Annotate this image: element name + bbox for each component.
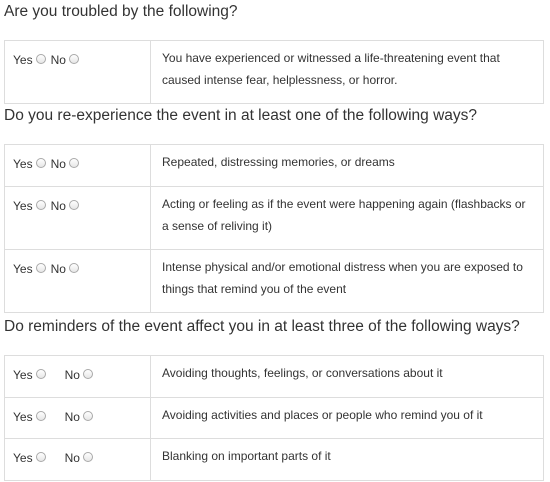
- question-row: [5, 398, 544, 439]
- no-label: No: [50, 53, 66, 67]
- no-option[interactable]: [65, 364, 93, 386]
- question-row: [5, 250, 544, 313]
- question-text: Acting or feeling as if the event were happening again (flashbacks or a sense of reliving it): [151, 187, 544, 250]
- choice-cell: [5, 41, 151, 104]
- no-radio[interactable]: [83, 452, 93, 462]
- yes-radio[interactable]: [36, 369, 46, 379]
- no-label: No: [64, 410, 80, 424]
- question-table-reexperience: [4, 144, 544, 313]
- yes-option[interactable]: [13, 258, 46, 280]
- question-text: Avoiding thoughts, feelings, or conversations about it: [151, 356, 544, 398]
- question-row: [5, 41, 544, 104]
- yes-option[interactable]: [13, 364, 46, 386]
- no-option[interactable]: [51, 153, 79, 175]
- no-option[interactable]: [51, 195, 79, 217]
- yes-radio[interactable]: [36, 200, 46, 210]
- no-option[interactable]: [65, 447, 93, 469]
- yes-label: Yes: [13, 262, 33, 276]
- no-option[interactable]: [65, 406, 93, 428]
- choice-cell: [5, 187, 151, 250]
- question-text: Avoiding activities and places or people who remind you of it: [151, 398, 544, 439]
- no-radio[interactable]: [69, 54, 79, 64]
- yes-label: Yes: [13, 368, 33, 382]
- no-label: No: [50, 262, 66, 276]
- section-title-reexperience: Do you re-experience the event in at least one of the following ways?: [4, 107, 478, 124]
- question-row: [5, 145, 544, 187]
- yes-label: Yes: [13, 53, 33, 67]
- no-radio[interactable]: [83, 369, 93, 379]
- section-title-reminders: Do reminders of the event affect you in at least three of the following ways?: [4, 318, 520, 335]
- yes-radio[interactable]: [36, 411, 46, 421]
- no-label: No: [50, 199, 66, 213]
- question-row: [5, 187, 544, 250]
- yes-option[interactable]: [13, 447, 46, 469]
- no-option[interactable]: [51, 258, 79, 280]
- question-row: [5, 356, 544, 398]
- yes-option[interactable]: [13, 406, 46, 428]
- yes-radio[interactable]: [36, 452, 46, 462]
- question-text: Repeated, distressing memories, or dreams: [151, 145, 544, 187]
- question-text: Blanking on important parts of it: [151, 439, 544, 481]
- choice-cell: [5, 356, 151, 398]
- no-label: No: [64, 368, 80, 382]
- yes-option[interactable]: [13, 49, 46, 71]
- yes-radio[interactable]: [36, 54, 46, 64]
- no-option[interactable]: [51, 49, 79, 71]
- question-text: You have experienced or witnessed a life-threatening event that caused intense fear, helplessness, or horror.: [151, 41, 544, 104]
- no-radio[interactable]: [69, 158, 79, 168]
- yes-radio[interactable]: [36, 158, 46, 168]
- no-label: No: [50, 157, 66, 171]
- no-radio[interactable]: [83, 411, 93, 421]
- question-table-reminders: [4, 355, 544, 481]
- section-title-trauma: Are you troubled by the following?: [4, 3, 238, 20]
- question-row: [5, 439, 544, 481]
- no-radio[interactable]: [69, 263, 79, 273]
- question-text: Intense physical and/or emotional distress when you are exposed to things that remind you of the event: [151, 250, 544, 313]
- yes-option[interactable]: [13, 195, 46, 217]
- choice-cell: [5, 250, 151, 313]
- yes-radio[interactable]: [36, 263, 46, 273]
- yes-label: Yes: [13, 157, 33, 171]
- no-radio[interactable]: [69, 200, 79, 210]
- choice-cell: [5, 439, 151, 481]
- yes-option[interactable]: [13, 153, 46, 175]
- yes-label: Yes: [13, 410, 33, 424]
- no-label: No: [64, 451, 80, 465]
- question-table-trauma: [4, 40, 544, 104]
- yes-label: Yes: [13, 451, 33, 465]
- yes-label: Yes: [13, 199, 33, 213]
- choice-cell: [5, 398, 151, 439]
- choice-cell: [5, 145, 151, 187]
